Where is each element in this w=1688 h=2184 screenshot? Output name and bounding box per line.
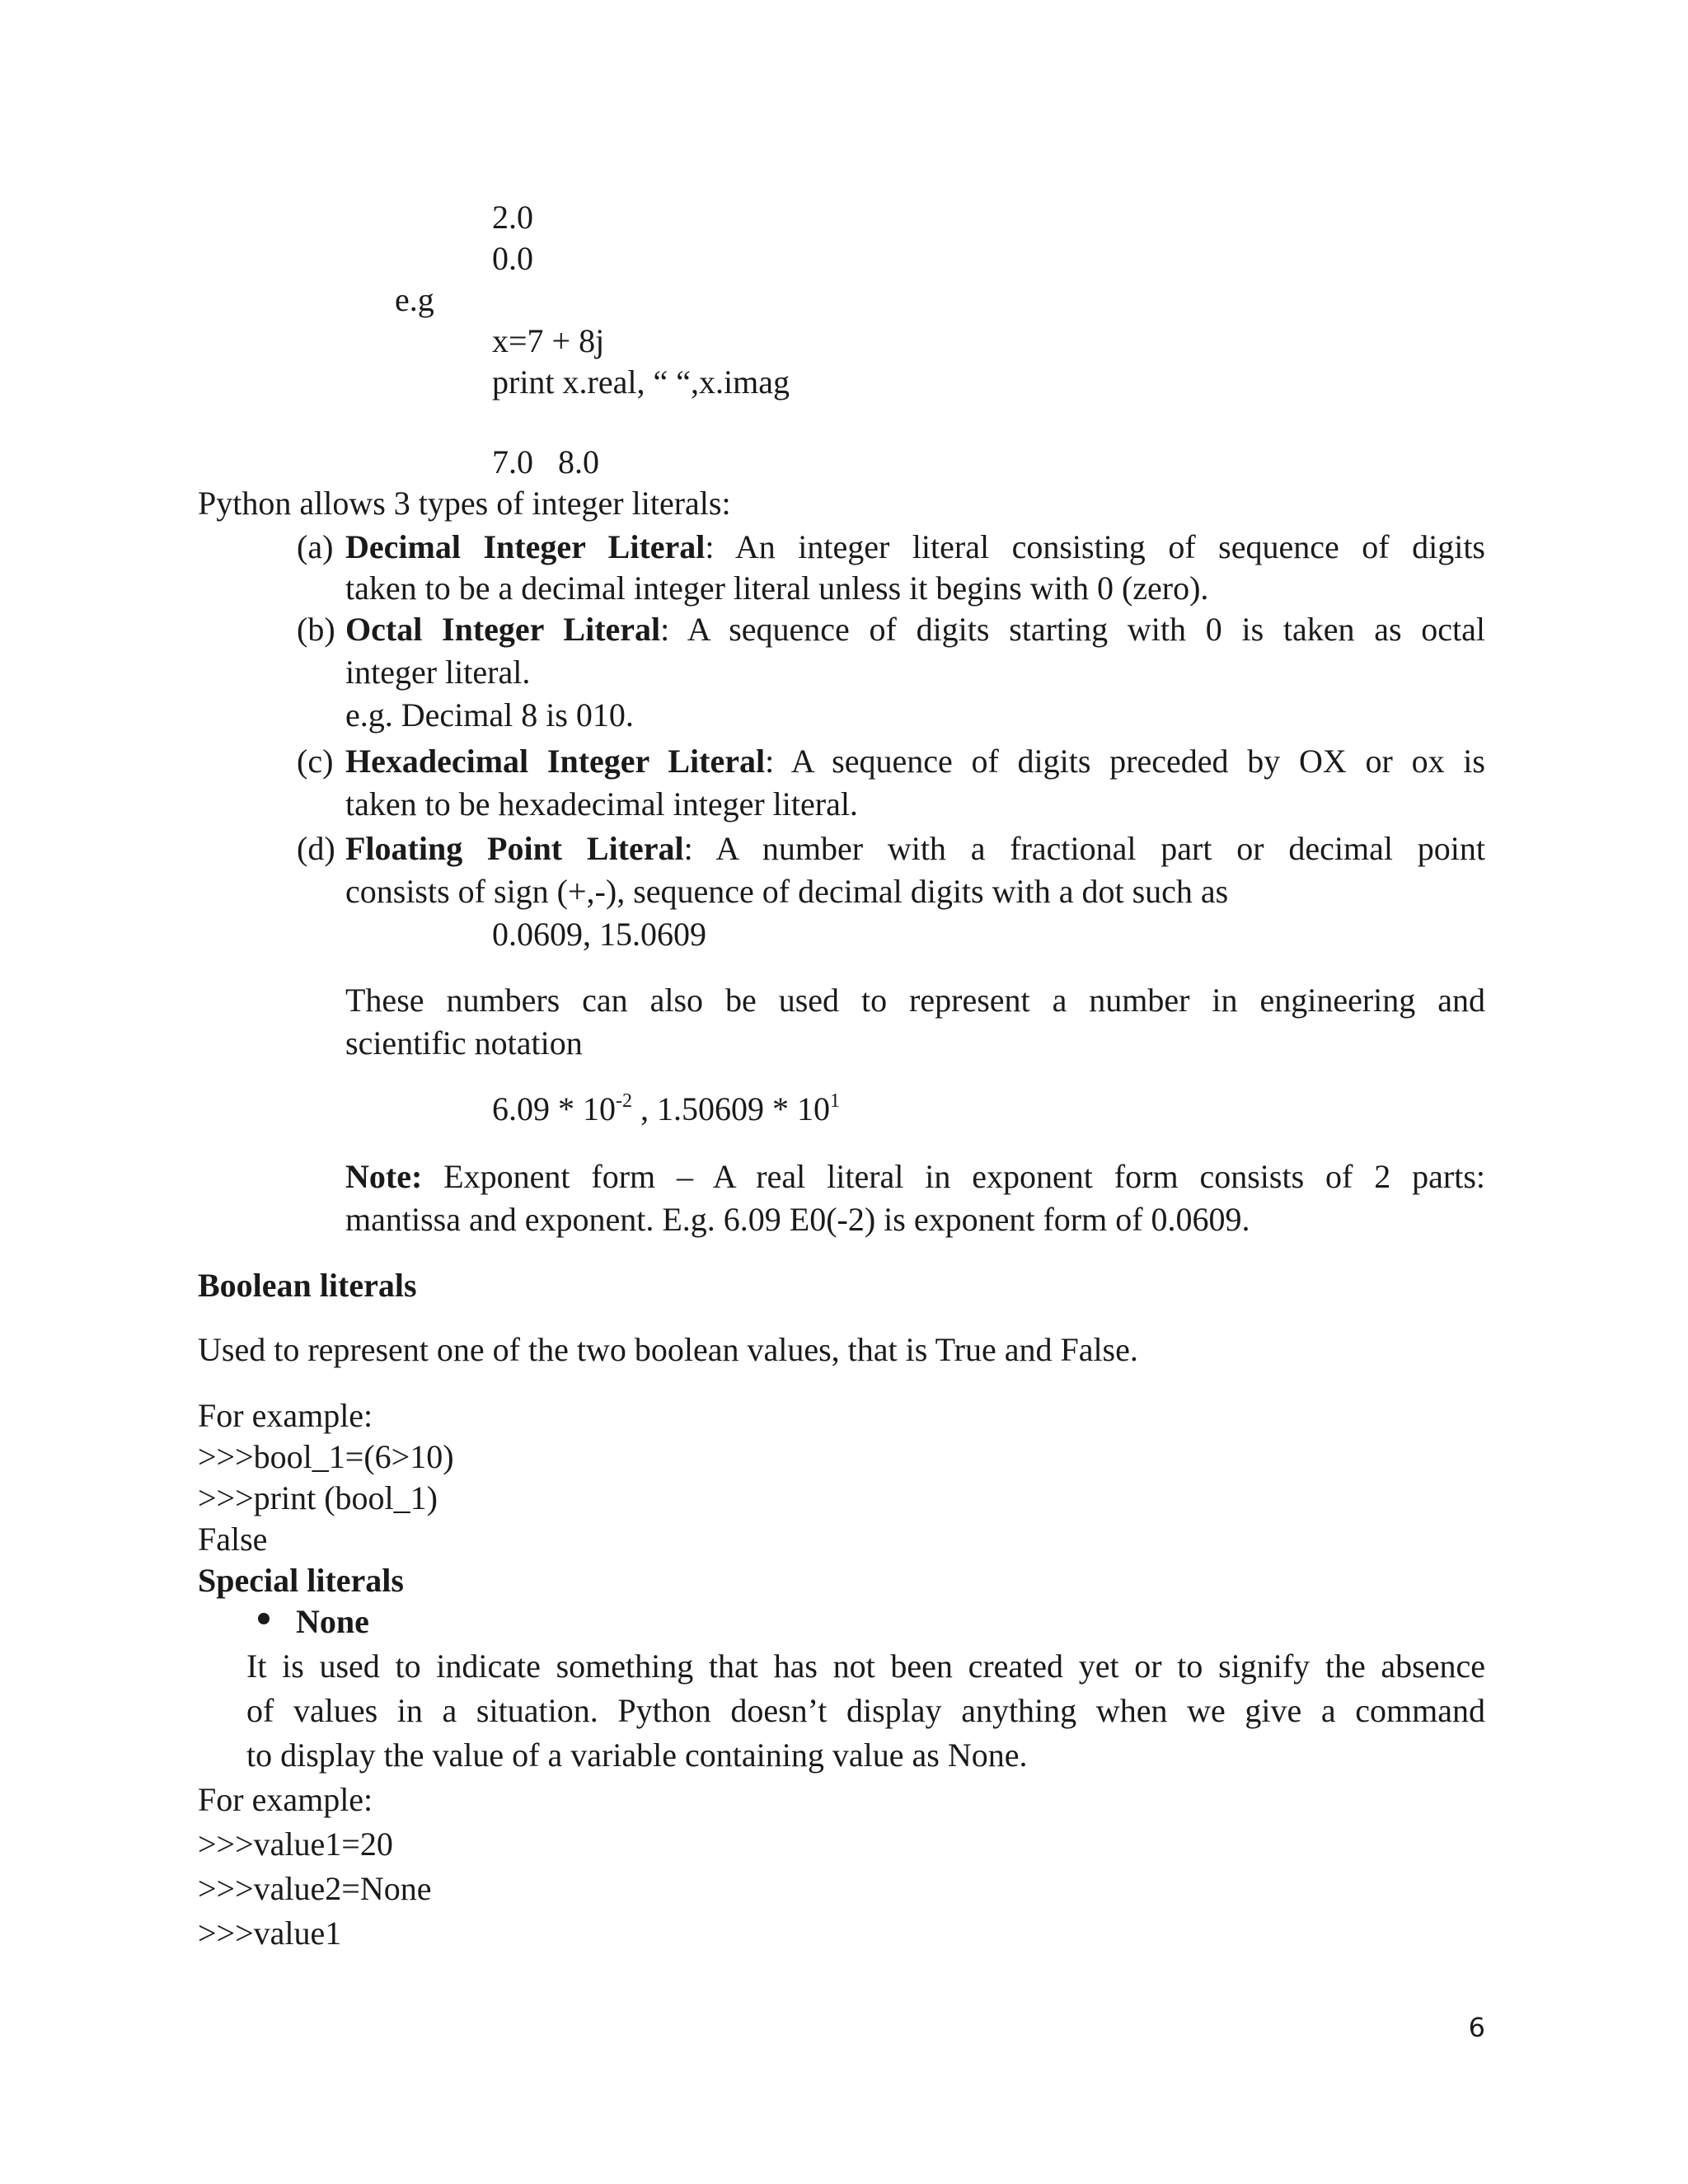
sci-notation-line2: scientific notation: [345, 1024, 583, 1062]
special-code-line-3: >>>value1: [198, 1915, 342, 1952]
complex-real-output: 2.0: [492, 199, 533, 236]
special-code-line-2: >>>value2=None: [198, 1870, 432, 1907]
integer-literals-intro: Python allows 3 types of integer literals:: [198, 485, 731, 522]
boolean-code-line-3: False: [198, 1521, 268, 1558]
boolean-literals-heading: Boolean literals: [198, 1267, 417, 1304]
code-print: print x.real, “ “,x.imag: [492, 363, 790, 401]
float-literal-text: : A number with a fractional part or decimal point: [683, 830, 1486, 867]
float-literal-line1: [345, 829, 1485, 869]
item-marker-d: (d): [297, 830, 335, 867]
octal-literal-text: : A sequence of digits starting with 0 is taken as octal: [660, 611, 1486, 648]
decimal-literal-text: : An integer literal consisting of sequence of digits: [705, 528, 1485, 565]
octal-literal-line2: integer literal.: [345, 654, 531, 691]
sci-notation-expression: [492, 1090, 840, 1129]
hex-literal-term: Hexadecimal Integer Literal: [345, 743, 766, 780]
hex-literal-line1: [345, 742, 1485, 781]
boolean-literals-description: Used to represent one of the two boolean values, that is True and False.: [198, 1331, 1138, 1368]
hex-literal-text: : A sequence of digits preceded by OX or ox is: [765, 743, 1485, 780]
page-number: 6: [1468, 2012, 1485, 2043]
octal-literal-line1: [345, 610, 1485, 649]
decimal-literal-line1: [345, 527, 1485, 567]
boolean-for-example: For example:: [198, 1397, 373, 1434]
sci-expr-a: 6.09 * 10: [492, 1090, 616, 1127]
none-desc-line3: to display the value of a variable containing value as None.: [246, 1736, 1028, 1774]
note-label: Note:: [345, 1158, 423, 1195]
float-literal-line2: consists of sign (+,-), sequence of decimal digits with a dot such as: [345, 873, 1229, 910]
sci-expr-b-exponent: 1: [830, 1090, 840, 1112]
boolean-code-line-1: >>>bool_1=(6>10): [198, 1438, 454, 1475]
sci-expr-a-exponent: -2: [616, 1090, 632, 1112]
decimal-literal-term: Decimal Integer Literal: [345, 528, 706, 565]
float-literal-example: 0.0609, 15.0609: [492, 916, 706, 953]
item-marker-c: (c): [297, 743, 334, 780]
float-literal-term: Floating Point Literal: [345, 830, 684, 867]
note-line1: [345, 1157, 1485, 1197]
complex-imag-output: 0.0: [492, 240, 533, 277]
sci-expr-b: , 1.50609 * 10: [632, 1090, 830, 1127]
complex-output: 7.0 8.0: [492, 443, 599, 480]
special-literal-none: None: [296, 1603, 369, 1640]
special-code-line-1: >>>value1=20: [198, 1825, 393, 1863]
octal-literal-term: Octal Integer Literal: [345, 611, 661, 648]
special-for-example: For example:: [198, 1781, 373, 1818]
boolean-code-line-2: >>>print (bool_1): [198, 1479, 438, 1516]
none-desc-line2: of values in a situation. Python doesn’t display anything when we give a command: [246, 1692, 1485, 1729]
note-text: Exponent form – A real literal in exponent form consists of 2 parts:: [422, 1158, 1485, 1195]
hex-literal-line2: taken to be hexadecimal integer literal.: [345, 785, 858, 823]
item-marker-a: (a): [297, 528, 334, 565]
sci-notation-line1: These numbers can also be used to represent a number in engineering and: [345, 982, 1485, 1019]
item-marker-b: (b): [297, 611, 335, 648]
decimal-literal-line2: taken to be a decimal integer literal unless it begins with 0 (zero).: [345, 569, 1209, 607]
octal-literal-example: e.g. Decimal 8 is 010.: [345, 696, 634, 733]
code-assign: x=7 + 8j: [492, 322, 605, 359]
bullet-icon: [258, 1613, 270, 1624]
none-desc-line1: It is used to indicate something that has not been created yet or to signify the absence: [246, 1647, 1485, 1685]
note-line2: mantissa and exponent. E.g. 6.09 E0(-2) is exponent form of 0.0609.: [345, 1201, 1250, 1238]
eg-label: e.g: [395, 281, 434, 318]
special-literals-heading: Special literals: [198, 1562, 404, 1599]
